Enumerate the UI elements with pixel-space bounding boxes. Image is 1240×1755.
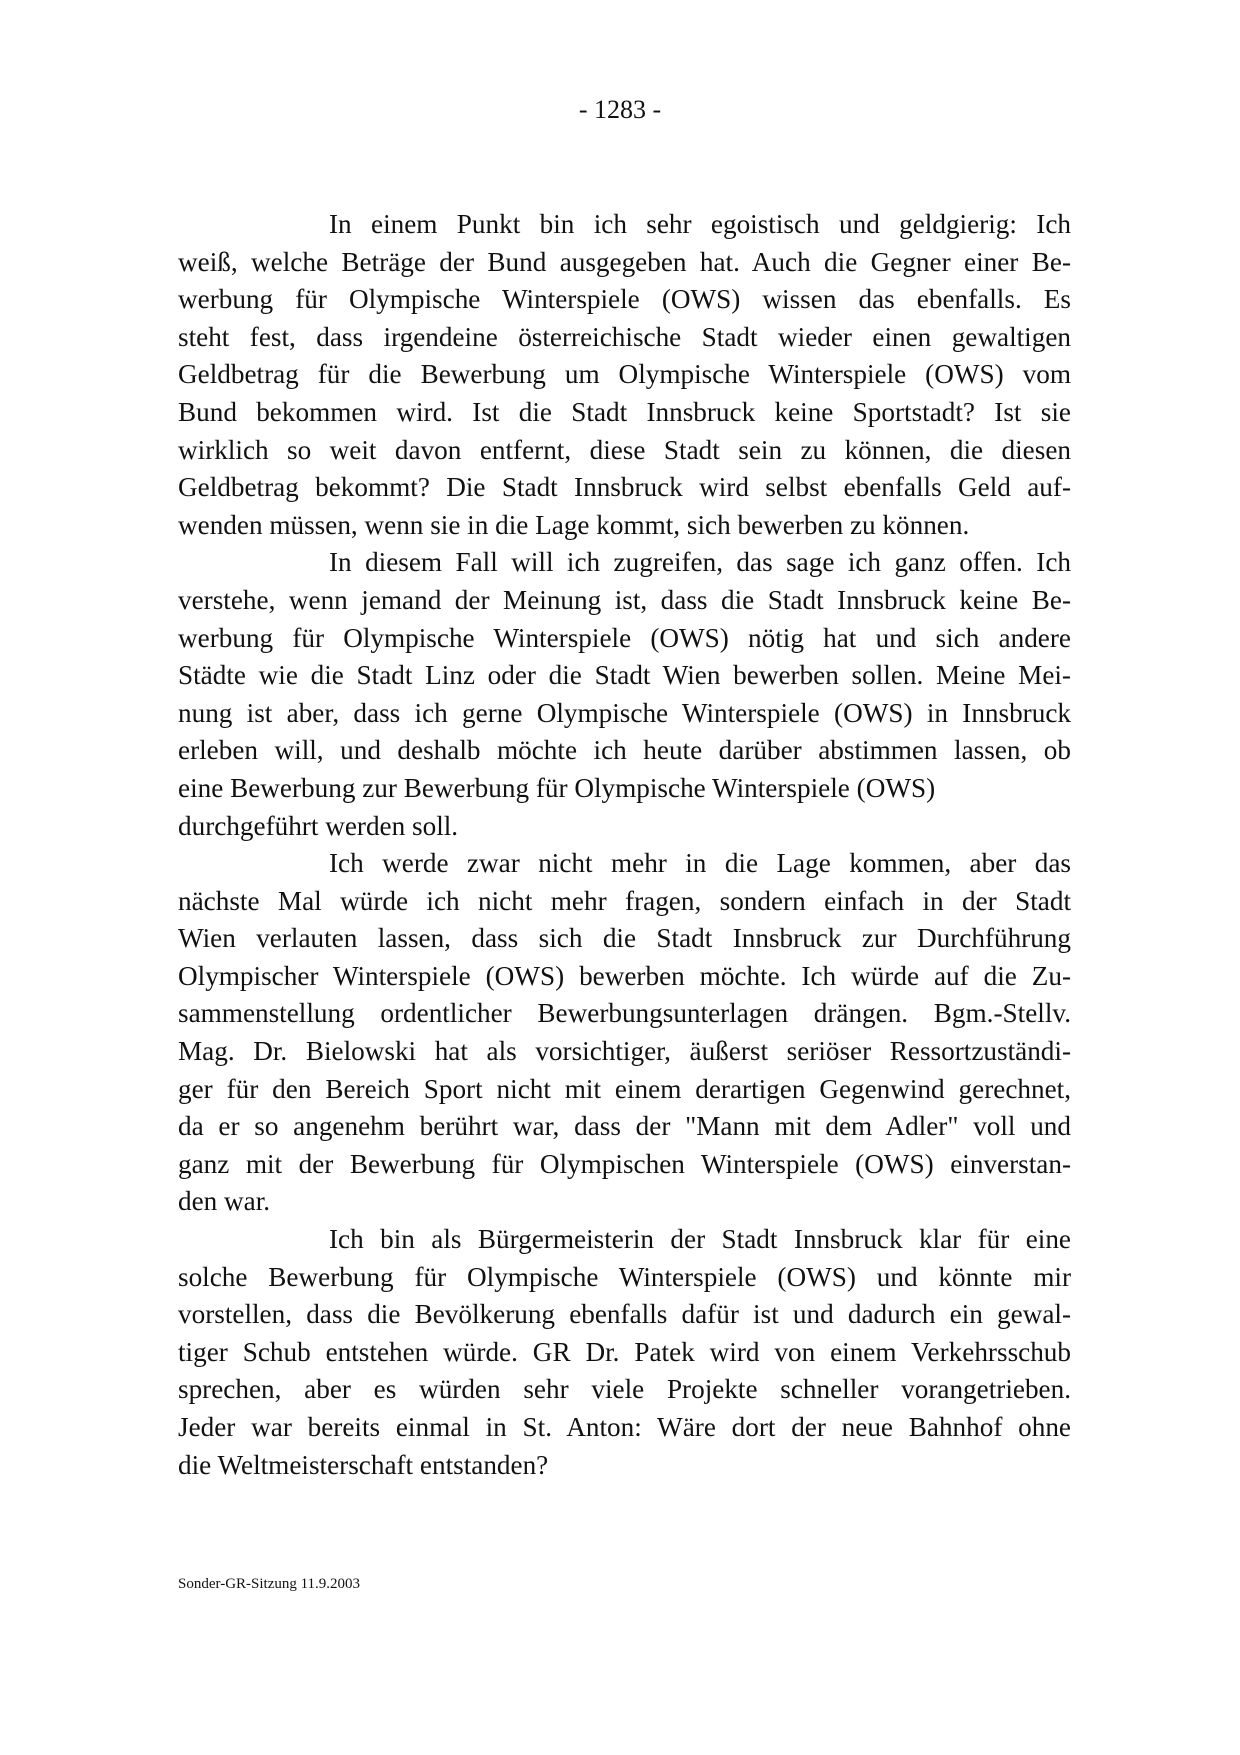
text-line: nung ist aber, dass ich gerne Olympische Winterspiele (OWS) in Innsbruck bbox=[178, 697, 1071, 728]
text-line: den war. bbox=[178, 1186, 271, 1217]
footer-session-label: Sonder-GR-Sitzung 11.9.2003 bbox=[178, 1576, 361, 1592]
text-line: tiger Schub entstehen würde. GR Dr. Patek wird von einem Verkehrsschub bbox=[178, 1336, 1071, 1367]
text-line: In diesem Fall will ich zugreifen, das sage ich ganz offen. Ich bbox=[329, 547, 1071, 578]
text-line: Städte wie die Stadt Linz oder die Stadt Wien bewerben sollen. Meine Mei- bbox=[178, 660, 1071, 691]
text-line: durchgeführt werden soll. bbox=[178, 810, 459, 841]
text-line: verstehe, wenn jemand der Meinung ist, dass die Stadt Innsbruck keine Be- bbox=[178, 584, 1071, 615]
text-line: In einem Punkt bin ich sehr egoistisch und geldgierig: Ich bbox=[329, 209, 1071, 239]
text-line: weiß, welche Beträge der Bund ausgegeben hat. Auch die Gegner einer Be- bbox=[178, 246, 1071, 277]
text-line: ganz mit der Bewerbung für Olympischen Winterspiele (OWS) einverstan- bbox=[178, 1148, 1071, 1179]
page-number: - 1283 - bbox=[578, 95, 662, 124]
text-line: sprechen, aber es würden sehr viele Projekte schneller vorangetrieben. bbox=[178, 1374, 1071, 1405]
text-line: solche Bewerbung für Olympische Winterspiele (OWS) und könnte mir bbox=[178, 1261, 1071, 1292]
text-line: Jeder war bereits einmal in St. Anton: Wäre dort der neue Bahnhof ohne bbox=[178, 1412, 1071, 1442]
text-line: werbung für Olympische Winterspiele (OWS) nötig hat und sich andere bbox=[178, 622, 1071, 653]
text-line: eine Bewerbung zur Bewerbung für Olympische Winterspiele (OWS) bbox=[178, 772, 936, 803]
text-line: Ich werde zwar nicht mehr in die Lage kommen, aber das bbox=[329, 848, 1071, 879]
text-line: wenden müssen, wenn sie in die Lage kommt, sich bewerben zu können. bbox=[178, 509, 970, 540]
text-line: ger für den Bereich Sport nicht mit einem derartigen Gegenwind gerechnet, bbox=[178, 1073, 1071, 1104]
paragraph-2 bbox=[178, 544, 1071, 845]
text-line: die Weltmeisterschaft entstanden? bbox=[178, 1449, 549, 1480]
text-line: Olympischer Winterspiele (OWS) bewerben möchte. Ich würde auf die Zu- bbox=[178, 960, 1071, 991]
text-line: Bund bekommen wird. Ist die Stadt Innsbruck keine Sportstadt? Ist sie bbox=[178, 396, 1071, 427]
text-line: Geldbetrag für die Bewerbung um Olympische Winterspiele (OWS) vom bbox=[178, 359, 1071, 390]
text-line: Wien verlauten lassen, dass sich die Stadt Innsbruck zur Durchführung bbox=[178, 923, 1071, 954]
text-line: wirklich so weit davon entfernt, diese Stadt sein zu können, die diesen bbox=[178, 434, 1071, 465]
text-line: sammenstellung ordentlicher Bewerbungsunterlagen drängen. Bgm.-Stellv. bbox=[178, 998, 1071, 1029]
document-body bbox=[178, 206, 1071, 1484]
paragraph-1 bbox=[178, 206, 1071, 544]
text-line: erleben will, und deshalb möchte ich heute darüber abstimmen lassen, ob bbox=[178, 735, 1071, 766]
text-line: nächste Mal würde ich nicht mehr fragen, sondern einfach in der Stadt bbox=[178, 885, 1071, 916]
text-line: steht fest, dass irgendeine österreichische Stadt wieder einen gewaltigen bbox=[178, 321, 1071, 352]
text-line: vorstellen, dass die Bevölkerung ebenfalls dafür ist und dadurch ein gewal- bbox=[178, 1299, 1071, 1330]
text-line: werbung für Olympische Winterspiele (OWS) wissen das ebenfalls. Es bbox=[178, 284, 1071, 315]
text-line: Ich bin als Bürgermeisterin der Stadt Innsbruck klar für eine bbox=[329, 1224, 1071, 1255]
text-line: da er so angenehm berührt war, dass der "Mann mit dem Adler" voll und bbox=[178, 1111, 1071, 1142]
paragraph-3 bbox=[178, 845, 1071, 1221]
text-line: Mag. Dr. Bielowski hat als vorsichtiger, äußerst seriöser Ressortzuständi- bbox=[178, 1036, 1071, 1067]
text-line: Geldbetrag bekommt? Die Stadt Innsbruck wird selbst ebenfalls Geld auf- bbox=[178, 472, 1071, 503]
paragraph-4 bbox=[178, 1221, 1071, 1484]
